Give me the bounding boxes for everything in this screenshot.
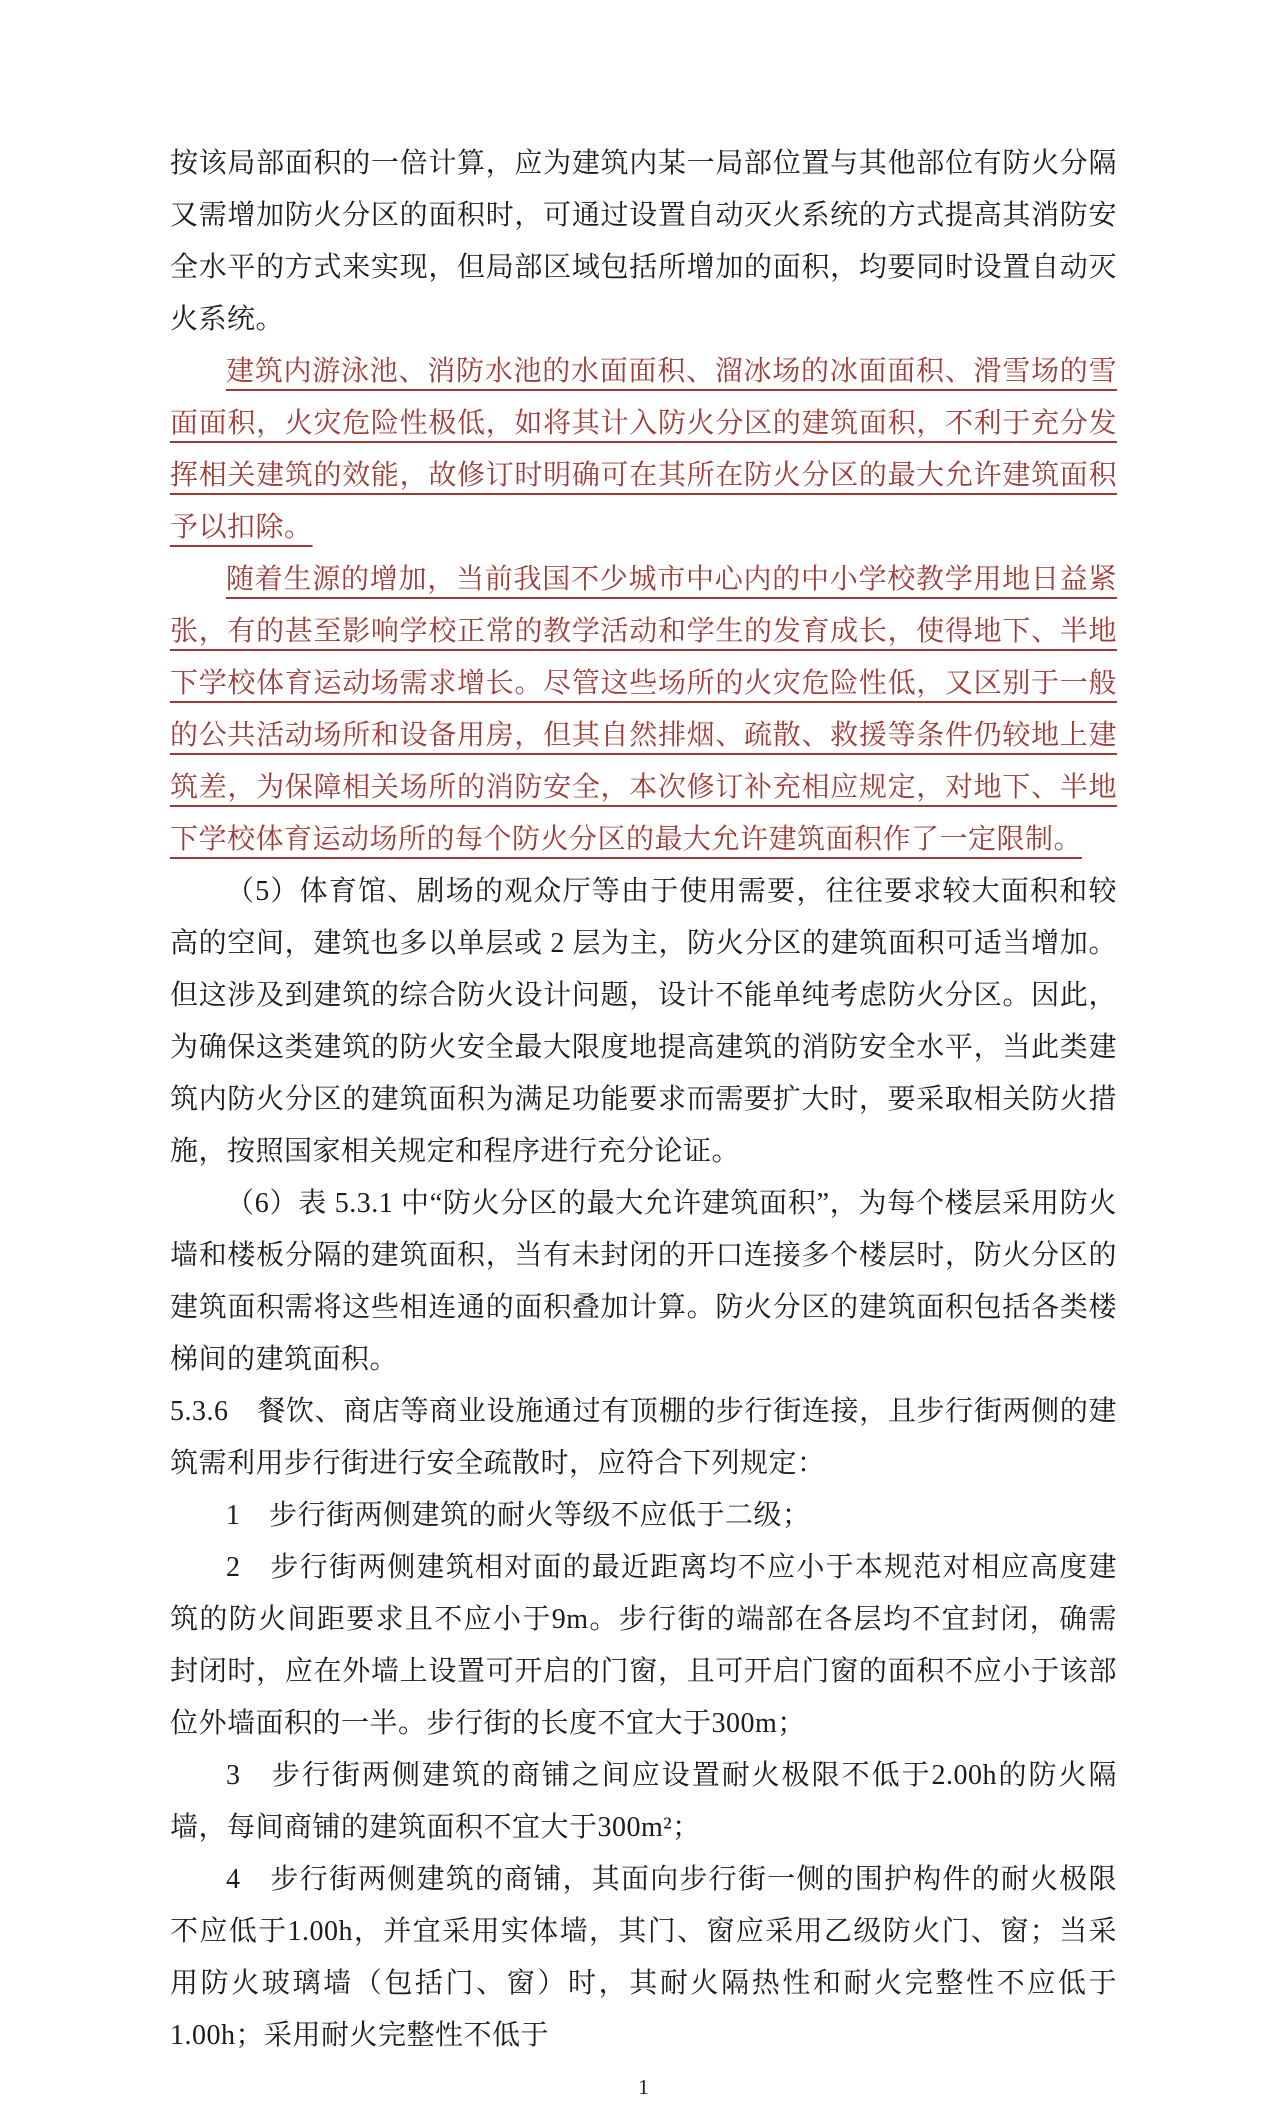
page-number: 1 [638, 2075, 649, 2099]
paragraph-item-6: （6）表 5.3.1 中“防火分区的最大允许建筑面积”，为每个楼层采用防火墙和楼板分隔的建筑面积，当有未封闭的开口连接多个楼层时，防火分区的建筑面积需将这些相连通的面积叠加计算。防火分区的建筑面积包括各类楼梯间的建筑面积。 [170, 1188, 1117, 1375]
paragraph-rule-2: 2 步行街两侧建筑相对面的最近距离均不应小于本规范对相应高度建筑的防火间距要求且不应小于9m。步行街的端部在各层均不宜封闭，确需封闭时，应在外墙上设置可开启的门窗，且可开启门窗的面积不应小于该部位外墙面积的一半。步行街的长度不宜大于300m； [170, 1552, 1117, 1739]
paragraph-continuation: 按该局部面积的一倍计算，应为建筑内某一局部位置与其他部位有防火分隔又需增加防火分区的面积时，可通过设置自动灭火系统的方式提高其消防安全水平的方式来实现，但局部区域包括所增加的面积，均要同时设置自动灭火系统。 [170, 148, 1117, 335]
paragraph-rule-1: 1 步行街两侧建筑的耐火等级不应低于二级； [226, 1500, 811, 1531]
paragraph-rule-3: 3 步行街两侧建筑的商铺之间应设置耐火极限不低于2.00h的防火隔墙，每间商铺的建筑面积不宜大于300m²； [170, 1760, 1117, 1843]
paragraph-clause-5-3-6: 5.3.6 餐饮、商店等商业设施通过有顶棚的步行街连接，且步行街两侧的建筑需利用步行街进行安全疏散时，应符合下列规定： [170, 1396, 1117, 1479]
paragraph-revision-water-surfaces: 建筑内游泳池、消防水池的水面面积、溜冰场的冰面面积、滑雪场的雪面面积，火灾危险性极低，如将其计入防火分区的建筑面积，不利于充分发挥相关建筑的效能，故修订时明确可在其所在防火分区的最大允许建筑面积予以扣除。 [170, 356, 1117, 543]
paragraph-revision-school-sports: 随着生源的增加，当前我国不少城市中心内的中小学校教学用地日益紧张，有的甚至影响学校正常的教学活动和学生的发育成长，使得地下、半地下学校体育运动场需求增长。尽管这些场所的火灾危险性低，又区别于一般的公共活动场所和设备用房，但其自然排烟、疏散、救援等条件仍较地上建筑差，为保障相关场所的消防安全，本次修订补充相应规定，对地下、半地下学校体育运动场所的每个防火分区的最大允许建筑面积作了一定限制。 [170, 564, 1117, 855]
paragraph-rule-4: 4 步行街两侧建筑的商铺，其面向步行街一侧的围护构件的耐火极限不应低于1.00h，并宜采用实体墙，其门、窗应采用乙级防火门、窗；当采用防火玻璃墙（包括门、窗）时，其耐火隔热性和耐火完整性不应低于1.00h；采用耐火完整性不低于 [170, 1864, 1117, 2051]
paragraph-item-5: （5）体育馆、剧场的观众厅等由于使用需要，往往要求较大面积和较高的空间，建筑也多以单层或 2 层为主，防火分区的建筑面积可适当增加。但这涉及到建筑的综合防火设计问题，设计不能单纯考虑防火分区。因此，为确保这类建筑的防火安全最大限度地提高建筑的消防安全水平，当此类建筑内防火分区的建筑面积为满足功能要求而需要扩大时，要采取相关防火措施，按照国家相关规定和程序进行充分论证。 [170, 876, 1117, 1167]
